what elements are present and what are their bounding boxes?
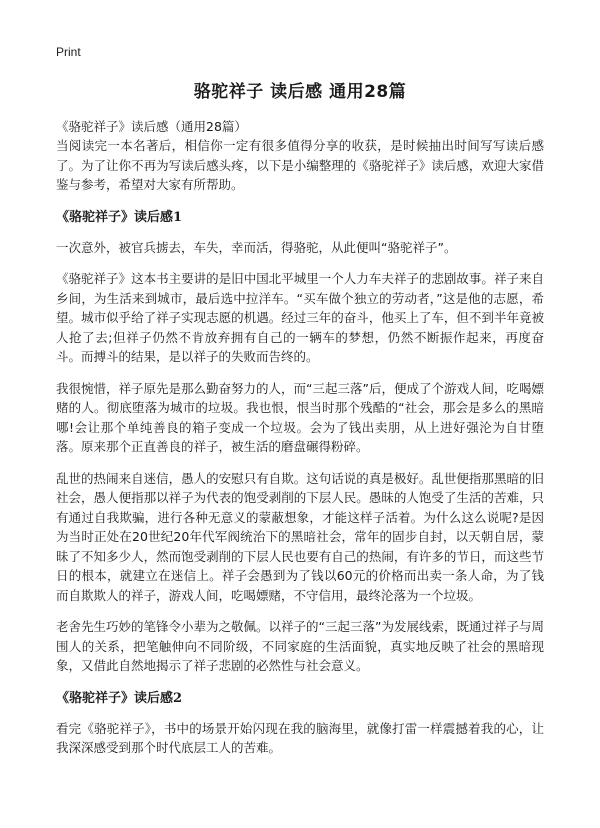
print-label: Print — [56, 45, 81, 59]
document-title: 骆驼祥子 读后感 通用28篇 — [193, 82, 407, 102]
section-1-paragraph-3: 我很惋惜，祥子原先是那么勤奋努力的人，而“三起三落”后，便成了个游戏人间，吃喝嫖赌的人。彻底堕落为城市的垃圾。我也恨，恨当时那个残酷的“社会，那会是多么的黑暗哪!会让那个单纯善良的箱子变成一个垃圾。会为了钱出卖朋，从上进好强沦为自甘堕落。原来那个正直善良的祥子，被生活的磨盘碾得粉碎。 — [56, 380, 544, 454]
section-1-paragraph-2: 《骆驼祥子》这本书主要讲的是旧中国北平城里一个人力车夫祥子的悲剧故事。祥子来自乡间，为生活来到城市，最后选中拉洋车。“买车做个独立的劳动者，”这是他的志愿，希望。城市似乎给了祥子实现志愿的机遇。经过三年的奋斗，他买上了车，但不到半年竟被人抢了去;但祥子仍然不肯放弃拥有自己的一辆车的梦想，仍然不断振作起来，再度奋斗。而搏斗的结果，是以祥子的失败而告终的。 — [56, 271, 544, 364]
document-subtitle: 《骆驼祥子》读后感（通用28篇） — [56, 119, 247, 134]
section-heading-2: 《骆驼祥子》读后感2 — [56, 690, 183, 706]
section-1-paragraph-4: 乱世的热闹来自迷信，愚人的安慰只有自欺。这句话说的真是极好。乱世便指那黑暗的旧社会，愚人便指那以祥子为代表的饱受剥削的下层人民。愚昧的人饱受了生活的苦难，只有通过自我欺骗，进行各种无意义的蒙蔽想象，才能这样子活着。为什么这么说呢?是因为当时正处在20世纪20年代军阀统治下的黑暗社会，常年的固步自封，以天朝自居，蒙昧了不知多少人，然而饱受剥削的下层人民也要有自己的热闹，有许多的节日，而这些节日的根本，就建立在迷信上。祥子会愚到为了钱以60元的价格而出卖一条人命，为了钱而自欺欺人的祥子，游戏人间，吃喝嫖赌，不守信用，最终沦落为一个垃圾。 — [56, 470, 544, 603]
section-1-paragraph-5: 老舍先生巧妙的笔锋令小辈为之敬佩。以祥子的“三起三落”为发展线索，既通过祥子与周围人的关系，把笔触伸向不同阶级，不同家庭的生活面貌，真实地反映了社会的黑暗现象，又借此自然地揭示了祥子悲剧的必然性与社会意义。 — [56, 619, 544, 673]
section-1-paragraph-1: 一次意外，被官兵掳去，车失，幸而活，得骆驼，从此便叫“骆驼祥子”。 — [56, 239, 457, 255]
intro-paragraph: 当阅读完一本名著后，相信你一定有很多值得分享的收获，是时候抽出时间写写读后感了。为了让你不再为写读后感头疼，以下是小编整理的《骆驼祥子》读后感，欢迎大家借鉴与参考，希望对大家有所帮助。 — [56, 138, 544, 192]
section-2-paragraph-1: 看完《骆驼祥子》，书中的场景开始闪现在我的脑海里，就像打雷一样震撼着我的心，让我深深感受到那个时代底层工人的苦难。 — [56, 720, 544, 755]
section-heading-1: 《骆驼祥子》读后感1 — [56, 209, 183, 225]
